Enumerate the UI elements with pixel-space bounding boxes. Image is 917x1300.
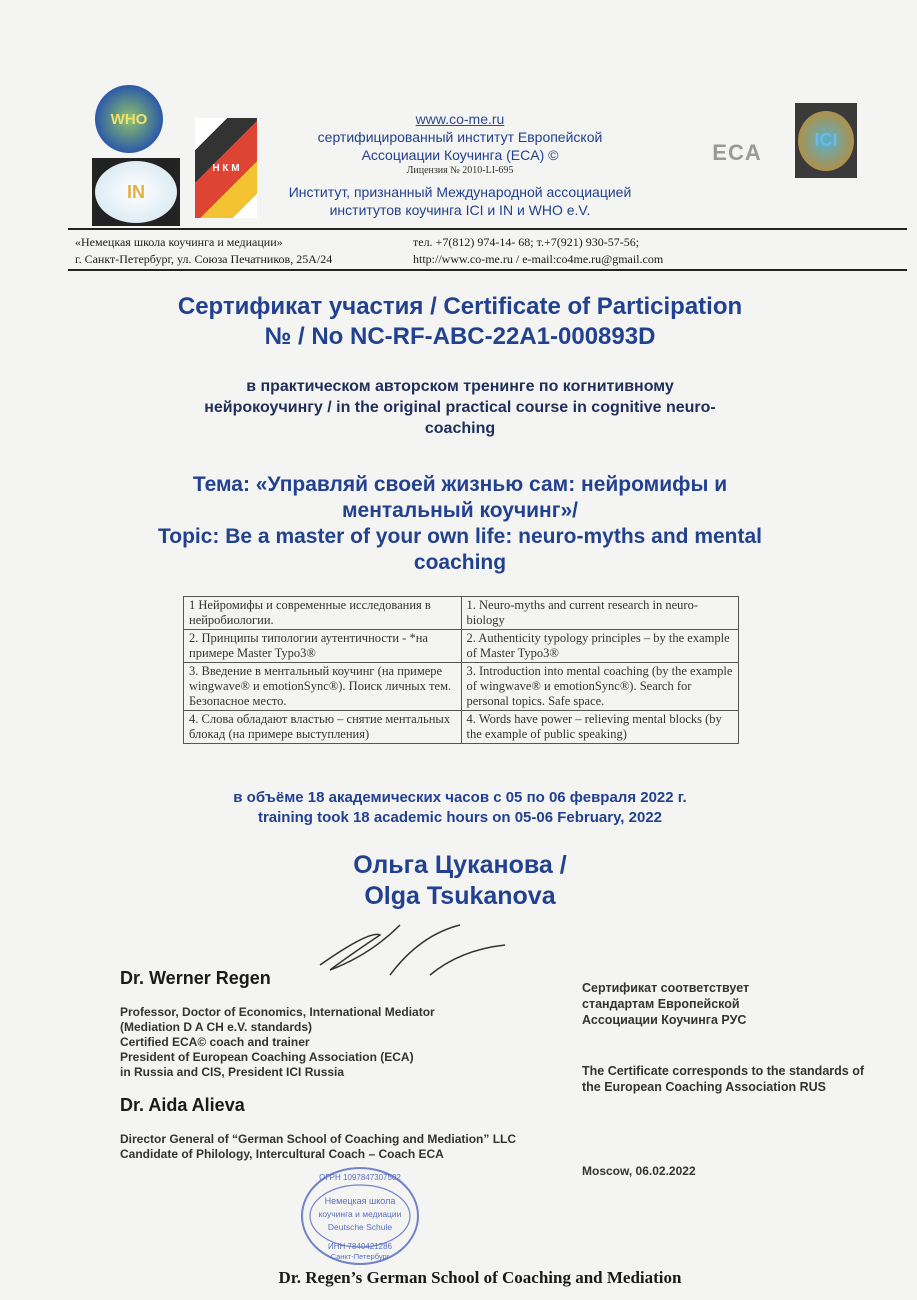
title-line: (Mediation D A CH e.V. standards) [120,1020,313,1034]
phones: тел. +7(812) 974-14- 68; т.+7(921) 930-57-56; [413,235,640,249]
table-row [184,630,739,663]
title-line: in Russia and CIS, President ICI Russia [120,1065,345,1079]
topic-en: Topic: Be a master of your own life: neuro-myths and mental coaching [157,525,763,574]
hours-en: training took 18 academic hours on 05-06 February, 2022 [257,809,663,826]
topics-table [183,596,739,744]
title-line: Professor, Doctor of Economics, International Mediator [120,1005,435,1019]
stamp-ogrn: ОГРН 1097847307502 [319,1173,401,1182]
eca-logo: ECA [712,139,762,165]
ici-logo [795,103,857,178]
hours-ru: в объёме 18 академических часов с 05 по 06 февраля 2022 г. [233,789,687,806]
signatories [120,968,590,1162]
certificate-number: № / No NC-RF-ABC-22A1-000893D [264,323,656,350]
regen-name: Dr. Werner Regen [120,968,271,988]
school-name: «Немецкая школа коучинга и медиации» [75,235,283,249]
who-logo: WHO [95,85,163,153]
topic-ru-cell: 4. Слова обладают властью – снятие ментальных блокад (на примере выступления) [184,711,462,744]
institute-line: Ассоциации Коучинга (ECA) © [361,147,559,163]
name-ru: Ольга Цуканова / [353,851,567,879]
topic-ru-cell: 3. Введение в ментальный коучинг (на примере wingwave® и emotionSync®). Поиск личных тем. Безопасное место. [184,663,462,711]
topic-block [100,472,820,576]
divider [68,228,907,230]
ici-logo-disc: ICI [798,111,854,171]
company-stamp [300,1166,420,1266]
in-logo-globe: IN [95,161,177,223]
footer-school-name: Dr. Regen’s German School of Coaching and Mediation [278,1268,682,1287]
stamp-line1: Немецкая школа [324,1196,396,1206]
participant-name [250,850,670,912]
stamp-line3: Deutsche Schule [327,1222,393,1232]
divider [68,269,907,271]
table-row [184,663,739,711]
web-email: http://www.co-me.ru / e-mail:co4me.ru@gmail.com [413,252,664,266]
address: г. Санкт-Петербург, ул. Союза Печатников, 25А/24 [75,252,333,266]
certificate-title-block [80,292,840,352]
license: Лицензия № 2010-LI-695 [406,165,514,176]
course-description: в практическом авторском тренинге по когнитивному нейрокоучингу / in the original practical course in cognitive neuro-coaching [204,378,716,437]
topic-ru-cell: 1 Нейромифы и современные исследования в нейробиологии. [184,597,462,630]
contacts-right [413,234,663,268]
institute-header [250,110,670,219]
institute-line: сертифицированный институт Европейской [317,129,603,145]
title-line: President of European Coaching Association (ECA) [120,1050,414,1064]
title-line: Candidate of Philology, Intercultural Coach – Coach ECA [120,1147,444,1161]
topic-en-cell: 4. Words have power – relieving mental blocks (by the example of public speaking) [461,711,739,744]
topic-en-cell: 3. Introduction into mental coaching (by the example of wingwave® и emotionSync®). Search for personal topics. Safe space. [461,663,739,711]
topic-en-cell: 1. Neuro-myths and current research in neuro-biology [461,597,739,630]
in-logo [92,158,180,226]
regen-titles [120,1005,590,1080]
stamp-line2: коучинга и медиации [318,1209,402,1219]
alieva-titles [120,1132,590,1162]
stamp-city: Санкт-Петербург [330,1252,390,1261]
certificate-title: Сертификат участия / Certificate of Participation [177,293,743,320]
website-link[interactable]: www.co-me.ru [415,111,505,127]
standards-en: The Certificate corresponds to the standards of the European Coaching Association RUS [582,1064,864,1094]
table-row [184,597,739,630]
hours-block [150,788,770,828]
topic-en-cell: 2. Authenticity typology principles – by the example of Master Typo3® [461,630,739,663]
topic-ru: Тема: «Управляй своей жизнью сам: нейромифы и ментальный коучинг»/ [192,473,728,522]
place-date: Moscow, 06.02.2022 [582,1164,696,1178]
recognized-line: институтов коучинга ICI и IN и WHO e.V. [329,202,591,218]
alieva-name: Dr. Aida Alieva [120,1095,245,1115]
name-en: Olga Tsukanova [364,882,556,910]
standards-ru: Сертификат соответствует стандартам Европейской Ассоциации Коучинга РУС [582,981,750,1027]
contacts-left [75,234,332,268]
title-line: Director General of “German School of Coaching and Mediation” LLC [120,1132,517,1146]
recognized-line: Институт, признанный Международной ассоциацией [288,184,632,200]
topic-ru-cell: 2. Принципы типологии аутентичности - *на примере Master Typo3® [184,630,462,663]
nkm-logo: Н К М [195,118,257,218]
table-row [184,711,739,744]
stamp-inn: ИНН 7840421286 [327,1242,393,1251]
title-line: Certified ECA© coach and trainer [120,1035,310,1049]
